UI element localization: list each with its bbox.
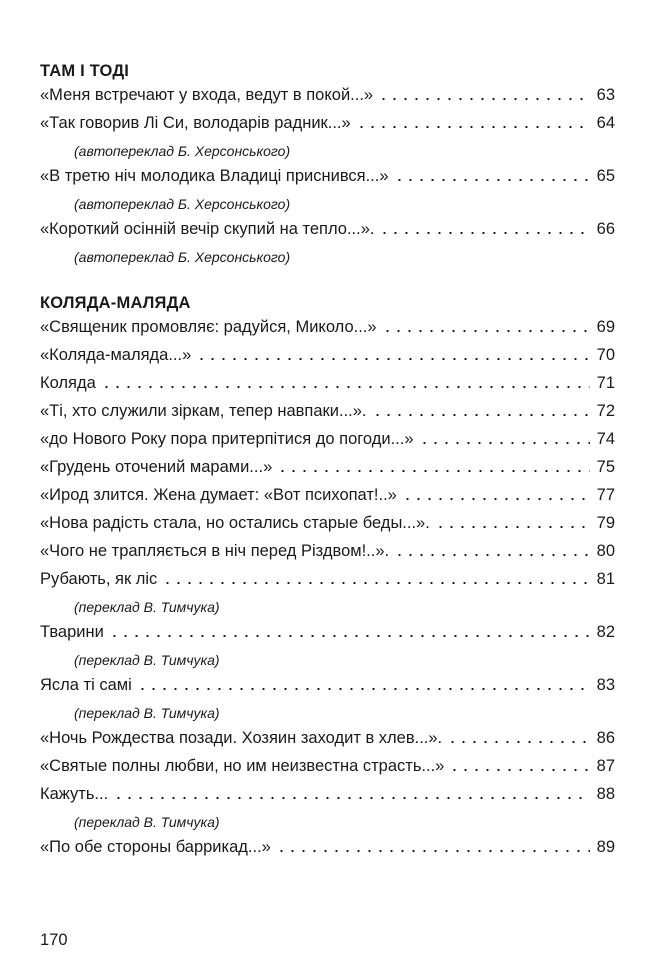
- entry-title: Рубають, як ліс: [40, 570, 158, 588]
- dot-leader: [372, 403, 591, 417]
- entry-page-number: 71: [596, 374, 615, 392]
- dot-leader: [394, 168, 590, 182]
- dot-leader: [419, 431, 590, 445]
- entry-page-number: 87: [596, 757, 615, 775]
- toc-entry-list: [40, 317, 615, 862]
- toc-entry: [40, 541, 615, 566]
- dot-leader: [276, 839, 590, 853]
- dot-leader: [402, 487, 590, 501]
- toc-entry: [40, 429, 615, 454]
- toc-entry: [40, 756, 615, 781]
- dot-leader: [449, 758, 590, 772]
- entry-title: Кажуть...: [40, 785, 109, 803]
- translation-note: (переклад В. Тимчука): [74, 652, 220, 668]
- entry-title: Тварини: [40, 623, 104, 641]
- entry-page-number: 75: [596, 458, 615, 476]
- page-number-footer: 170: [40, 931, 68, 949]
- entry-page-number: 81: [596, 570, 615, 588]
- dot-leader: [101, 375, 590, 389]
- entry-page-number: 82: [596, 623, 615, 641]
- entry-title: «В третю ніч молодика Владиці приснився...»: [40, 167, 389, 185]
- dot-leader: [277, 459, 590, 473]
- toc-section-kolyada-malyada: [40, 292, 615, 862]
- section-heading: ТАМ І ТОДІ: [40, 62, 130, 80]
- toc-entry: [40, 728, 615, 753]
- entry-page-number: 70: [596, 346, 615, 364]
- dot-leader: [394, 543, 590, 557]
- entry-title: «Ночь Рождества позади. Хозяин заходит в хлев...».: [40, 729, 443, 747]
- toc-entry: [40, 837, 615, 862]
- dot-leader: [113, 786, 590, 800]
- entry-title: «Чого не трапляється в ніч перед Різдвом!..».: [40, 542, 390, 560]
- entry-title: Коляда: [40, 374, 96, 392]
- entry-title: Ясла ті самі: [40, 676, 132, 694]
- entry-title: «Ті, хто служили зіркам, тепер навпаки...».: [40, 402, 367, 420]
- toc-entry: [40, 113, 615, 138]
- toc-entry: [40, 401, 615, 426]
- dot-leader: [447, 730, 590, 744]
- dot-leader: [356, 115, 590, 129]
- section-heading: КОЛЯДА-МАЛЯДА: [40, 294, 191, 312]
- dot-leader: [379, 221, 590, 235]
- entry-page-number: 79: [596, 514, 615, 532]
- entry-page-number: 86: [596, 729, 615, 747]
- entry-title: «Коляда-маляда...»: [40, 346, 192, 364]
- entry-page-number: 88: [596, 785, 615, 803]
- dot-leader: [109, 624, 590, 638]
- entry-title: «Так говорив Лі Си, володарів радник...»: [40, 114, 351, 132]
- toc-entry: [40, 166, 615, 191]
- translation-note: (переклад В. Тимчука): [74, 814, 220, 830]
- dot-leader: [378, 87, 590, 101]
- toc-entry: [40, 622, 615, 647]
- entry-page-number: 89: [596, 838, 615, 856]
- entry-title: «Грудень оточений марами...»: [40, 458, 273, 476]
- entry-page-number: 65: [596, 167, 615, 185]
- toc-entry: [40, 85, 615, 110]
- toc-entry: [40, 457, 615, 482]
- toc-entry: [40, 373, 615, 398]
- dot-leader: [137, 677, 590, 691]
- entry-page-number: 69: [596, 318, 615, 336]
- entry-title: «Нова радість стала, но остались старые беды...».: [40, 514, 430, 532]
- dot-leader: [196, 347, 590, 361]
- translation-note: (переклад В. Тимчука): [74, 599, 220, 615]
- toc-entry: [40, 784, 615, 809]
- toc-entry: [40, 317, 615, 342]
- translation-note: (переклад В. Тимчука): [74, 705, 220, 721]
- translation-note: (автопереклад Б. Херсонського): [74, 196, 291, 212]
- toc-entry-list: [40, 85, 615, 269]
- entry-page-number: 80: [596, 542, 615, 560]
- toc-entry: [40, 219, 615, 244]
- entry-page-number: 74: [596, 430, 615, 448]
- entry-page-number: 77: [596, 486, 615, 504]
- entry-title: «до Нового Року пора притерпітися до погоди...»: [40, 430, 414, 448]
- entry-title: «Святые полны любви, но им неизвестна страсть...»: [40, 757, 445, 775]
- dot-leader: [435, 515, 590, 529]
- toc-entry: [40, 675, 615, 700]
- dot-leader: [162, 571, 590, 585]
- toc-entry: [40, 345, 615, 370]
- entry-title: «Короткий осінній вечір скупий на тепло...».: [40, 220, 375, 238]
- translation-note: (автопереклад Б. Херсонського): [74, 249, 291, 265]
- entry-title: «По обе стороны баррикад...»: [40, 838, 271, 856]
- entry-title: «Священик промовляє: радуйся, Миколо...»: [40, 318, 377, 336]
- toc-entry: [40, 569, 615, 594]
- toc-entry: [40, 513, 615, 538]
- entry-page-number: 64: [596, 114, 615, 132]
- entry-page-number: 63: [596, 86, 615, 104]
- translation-note: (автопереклад Б. Херсонського): [74, 143, 291, 159]
- entry-page-number: 72: [596, 402, 615, 420]
- entry-page-number: 66: [596, 220, 615, 238]
- dot-leader: [382, 319, 590, 333]
- toc-section-tam-i-todi: [40, 60, 615, 269]
- entry-title: «Ирод злится. Жена думает: «Вот психопат!..»: [40, 486, 397, 504]
- entry-title: «Меня встречают у входа, ведут в покой...»: [40, 86, 374, 104]
- entry-page-number: 83: [596, 676, 615, 694]
- toc-entry: [40, 485, 615, 510]
